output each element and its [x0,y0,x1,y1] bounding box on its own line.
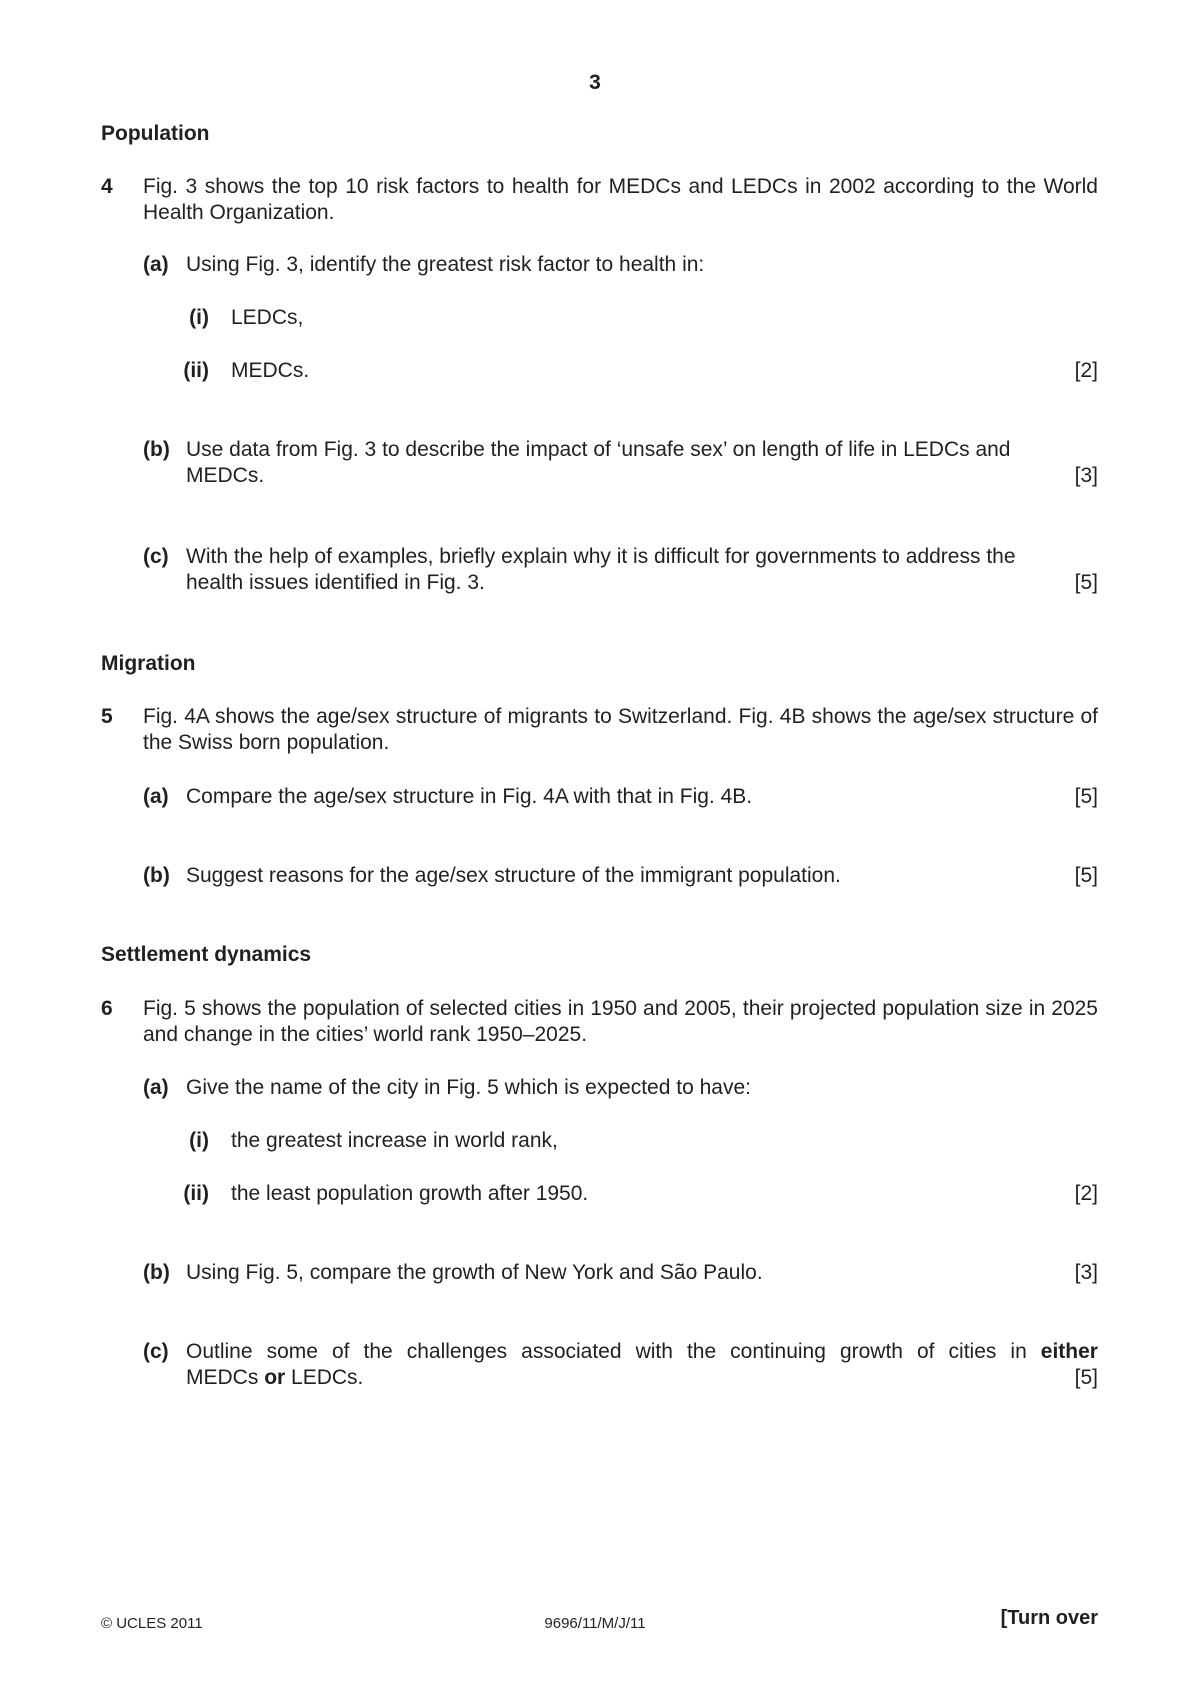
question-6c-medcs: MEDCs [186,1366,259,1389]
question-6b-text: Using Fig. 5, compare the growth of New York and São Paulo. [186,1261,763,1284]
question-4c-mark: [5] [1074,571,1098,594]
question-6a-ii-label: (ii) [183,1182,209,1205]
section-heading-settlement-dynamics: Settlement dynamics [101,943,312,966]
question-5a-text: Compare the age/sex structure in Fig. 4A with that in Fig. 4B. [186,785,753,808]
question-5a-mark: [5] [1074,785,1098,808]
footer-paper-code: 9696/11/M/J/11 [544,1615,646,1632]
question-4a-i-text: LEDCs, [231,306,304,329]
question-5-text: Fig. 4A shows the age/sex structure of migrants to Switzerland. Fig. 4B shows the age/sex structure of the Swiss born population. [143,705,1098,754]
question-4c-text-line2: health issues identified in Fig. 3. [186,571,485,594]
question-4-text: Fig. 3 shows the top 10 risk factors to health for MEDCs and LEDCs in 2002 according to the World Health Organization. [143,175,1098,224]
question-6a-mark: [2] [1074,1182,1098,1205]
question-4b-label: (b) [143,438,170,461]
question-6c-text-line2 [186,1365,363,1391]
question-6c-label: (c) [143,1340,169,1363]
question-6c-text-line1 [186,1339,1098,1365]
question-6a-i-text: the greatest increase in world rank, [231,1129,558,1152]
question-5b-text: Suggest reasons for the age/sex structure of the immigrant population. [186,864,841,887]
question-6c-text-pre: Outline some of the challenges associated with the continuing growth of cities in [186,1340,1027,1363]
section-heading-migration: Migration [101,652,196,675]
question-4a-ii-text: MEDCs. [231,359,310,382]
emphasis-either: either [1040,1340,1098,1363]
question-6c-mark: [5] [1074,1366,1098,1389]
question-4b-text-line1: Use data from Fig. 3 to describe the impact of ‘unsafe sex’ on length of life in LEDCs and [186,438,1011,461]
question-5b-label: (b) [143,864,170,887]
question-4a-text: Using Fig. 3, identify the greatest risk factor to health in: [186,253,705,276]
question-6b-mark: [3] [1074,1261,1098,1284]
question-6a-i-label: (i) [189,1129,209,1152]
question-5b-mark: [5] [1074,864,1098,887]
question-4b-text-line2: MEDCs. [186,464,265,487]
question-4c-text-line1: With the help of examples, briefly explain why it is difficult for governments to address the [186,545,1016,568]
question-6a-text: Give the name of the city in Fig. 5 which is expected to have: [186,1076,751,1099]
emphasis-or: or [264,1366,286,1389]
question-6b-label: (b) [143,1261,170,1284]
question-5-number: 5 [101,705,113,728]
question-4-number: 4 [101,175,113,198]
footer-copyright: © UCLES 2011 [101,1615,203,1632]
question-4b-mark: [3] [1074,464,1098,487]
question-4a-label: (a) [143,253,169,276]
question-6c-ledcs: LEDCs. [291,1366,364,1389]
question-4a-mark: [2] [1074,359,1098,382]
question-4c-label: (c) [143,545,169,568]
question-6-text: Fig. 5 shows the population of selected cities in 1950 and 2005, their projected population size in 2025 and change in the cities’ world rank 1950–2025. [143,997,1098,1046]
question-6a-ii-text: the least population growth after 1950. [231,1182,589,1205]
question-4a-i-label: (i) [189,306,209,329]
question-6-number: 6 [101,997,113,1020]
question-5a-label: (a) [143,785,169,808]
question-4a-ii-label: (ii) [183,359,209,382]
section-heading-population: Population [101,122,210,145]
question-6a-label: (a) [143,1076,169,1099]
page-number: 3 [589,71,601,94]
footer-turn-over: [Turn over [1000,1607,1098,1629]
